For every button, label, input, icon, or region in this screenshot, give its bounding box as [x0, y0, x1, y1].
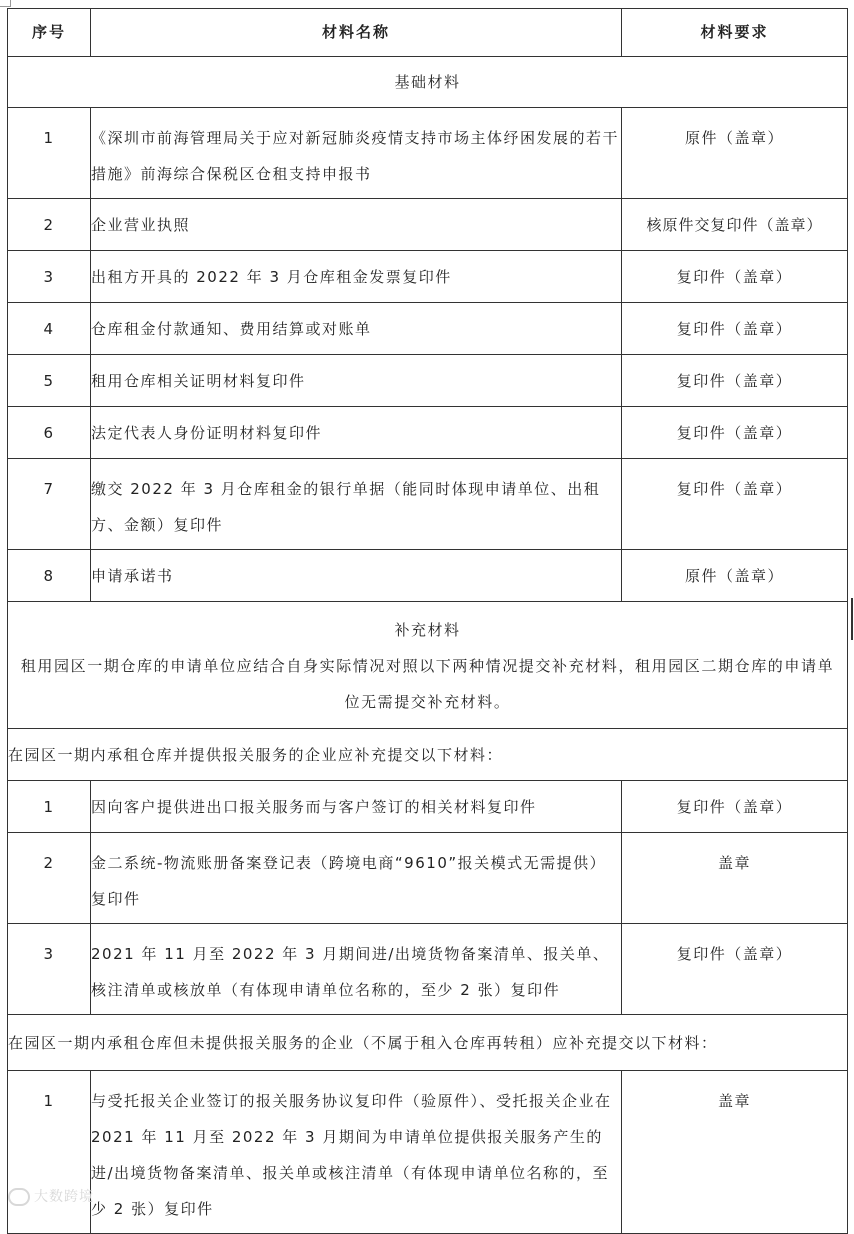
header-name: 材料名称	[91, 9, 622, 57]
row-no: 8	[8, 550, 91, 602]
group-b-heading: 在园区一期内承租仓库但未提供报关服务的企业（不属于租入仓库再转租）应补充提交以下材料：	[8, 1015, 848, 1071]
row-name: 因向客户提供进出口报关服务而与客户签订的相关材料复印件	[91, 781, 622, 833]
table-row	[8, 303, 848, 355]
row-no: 5	[8, 355, 91, 407]
row-no: 7	[8, 459, 91, 550]
row-name: 仓库租金付款通知、费用结算或对账单	[91, 303, 622, 355]
row-no: 2	[8, 833, 91, 924]
row-req: 核原件交复印件（盖章）	[622, 199, 848, 251]
section-supplementary	[8, 602, 848, 729]
watermark-logo-icon	[8, 1188, 30, 1206]
row-req: 复印件（盖章）	[622, 924, 848, 1015]
table-row	[8, 550, 848, 602]
table-row	[8, 924, 848, 1015]
row-req: 复印件（盖章）	[622, 355, 848, 407]
row-no: 3	[8, 251, 91, 303]
table-row	[8, 355, 848, 407]
group-heading-row	[8, 1015, 848, 1071]
row-no: 2	[8, 199, 91, 251]
row-req: 复印件（盖章）	[622, 459, 848, 550]
materials-table	[7, 8, 848, 1234]
section-row-supplementary	[8, 602, 848, 729]
header-no: 序号	[8, 9, 91, 57]
table-row	[8, 781, 848, 833]
group-a-heading: 在园区一期内承租仓库并提供报关服务的企业应补充提交以下材料：	[8, 729, 848, 781]
row-no: 1	[8, 1071, 91, 1234]
edge-mark	[851, 598, 853, 640]
table-header-row	[8, 9, 848, 57]
header-req: 材料要求	[622, 9, 848, 57]
watermark	[8, 1186, 94, 1206]
group-heading-row	[8, 729, 848, 781]
table-row	[8, 108, 848, 199]
row-name: 出租方开具的 2022 年 3 月仓库租金发票复印件	[91, 251, 622, 303]
row-name: 金二系统-物流账册备案登记表（跨境电商“9610”报关模式无需提供）复印件	[91, 833, 622, 924]
row-req: 盖章	[622, 833, 848, 924]
table-row	[8, 251, 848, 303]
row-name: 法定代表人身份证明材料复印件	[91, 407, 622, 459]
row-no: 4	[8, 303, 91, 355]
row-req: 复印件（盖章）	[622, 781, 848, 833]
row-req: 盖章	[622, 1071, 848, 1234]
row-name: 租用仓库相关证明材料复印件	[91, 355, 622, 407]
row-name: 《深圳市前海管理局关于应对新冠肺炎疫情支持市场主体纾困发展的若干措施》前海综合保税区仓租支持申报书	[91, 108, 622, 199]
row-no: 1	[8, 108, 91, 199]
table-row	[8, 1071, 848, 1234]
row-name: 申请承诺书	[91, 550, 622, 602]
row-name: 缴交 2022 年 3 月仓库租金的银行单据（能同时体现申请单位、出租方、金额）复印件	[91, 459, 622, 550]
section-title-supplementary: 补充材料	[394, 621, 461, 639]
row-req: 复印件（盖章）	[622, 303, 848, 355]
row-no: 1	[8, 781, 91, 833]
supplementary-note: 租用园区一期仓库的申请单位应结合自身实际情况对照以下两种情况提交补充材料，租用园区二期仓库的申请单位无需提交补充材料。	[20, 657, 835, 711]
watermark-text: 大数跨境	[34, 1189, 94, 1205]
row-no: 3	[8, 924, 91, 1015]
row-name: 企业营业执照	[91, 199, 622, 251]
table-row	[8, 199, 848, 251]
row-req: 复印件（盖章）	[622, 251, 848, 303]
row-req: 复印件（盖章）	[622, 407, 848, 459]
row-no: 6	[8, 407, 91, 459]
page-corner-mark	[0, 0, 11, 7]
row-name: 与受托报关企业签订的报关服务协议复印件（验原件）、受托报关企业在 2021 年 11 月至 2022 年 3 月期间为申请单位提供报关服务产生的进/出境货物备案清单、报关单或核注清单（有体现申请单位名称的，至少 2 张）复印件	[91, 1071, 622, 1234]
table-row	[8, 407, 848, 459]
section-row-basic	[8, 57, 848, 108]
section-title-basic: 基础材料	[8, 57, 848, 108]
table-row	[8, 833, 848, 924]
table-row	[8, 459, 848, 550]
row-name: 2021 年 11 月至 2022 年 3 月期间进/出境货物备案清单、报关单、核注清单或核放单（有体现申请单位名称的，至少 2 张）复印件	[91, 924, 622, 1015]
row-req: 原件（盖章）	[622, 108, 848, 199]
row-req: 原件（盖章）	[622, 550, 848, 602]
